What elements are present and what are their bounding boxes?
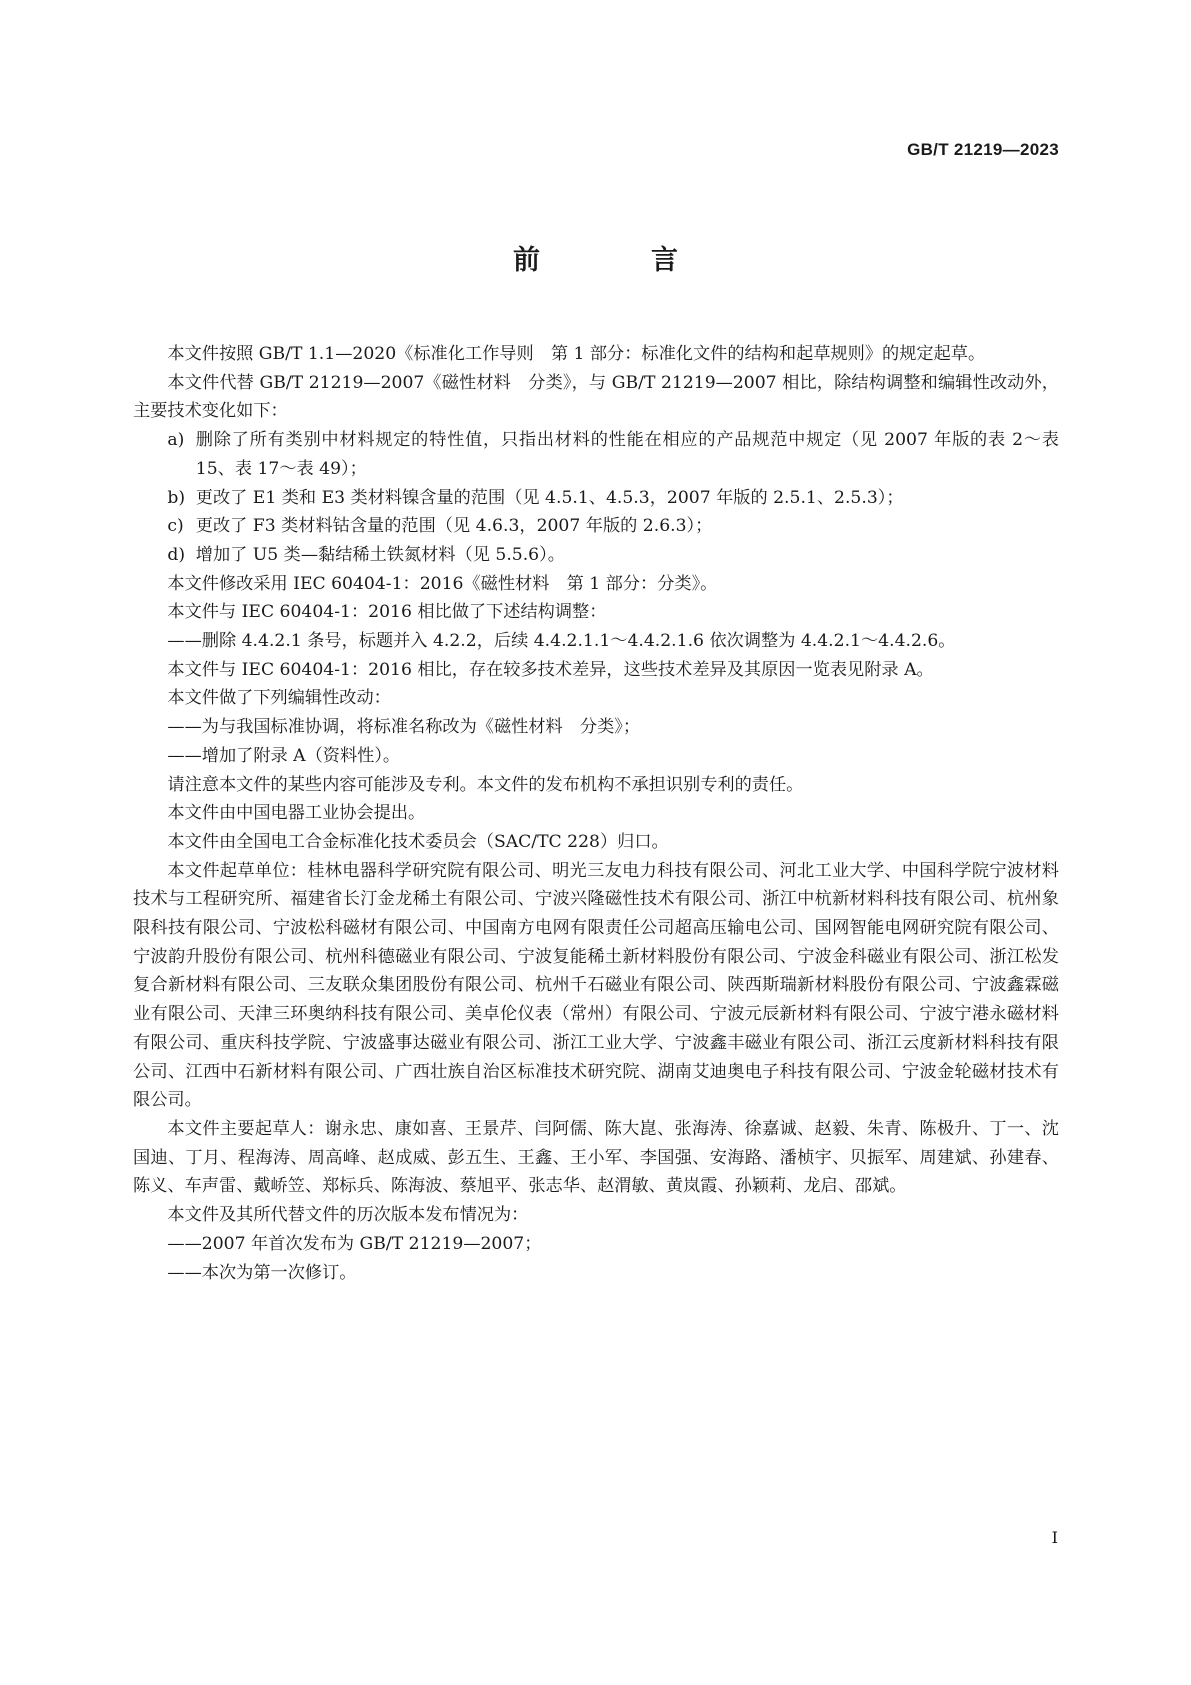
list-item-change-b <box>133 484 1059 513</box>
paragraph-committee: 本文件由全国电工合金标准化技术委员会（SAC/TC 228）归口。 <box>167 831 669 852</box>
list-item-change-a <box>133 426 1059 483</box>
list-marker: d) <box>167 544 186 565</box>
paragraph-drafting-rules: 本文件按照 GB/T 1.1—2020《标准化工作导则 第 1 部分：标准化文件的结构和起草规则》的规定起草。 <box>167 344 986 364</box>
paragraph-structure-adjustment: 本文件与 IEC 60404-1：2016 相比做了下述结构调整： <box>167 602 607 623</box>
list-marker: a) <box>167 430 185 451</box>
list-marker: c) <box>167 516 184 537</box>
list-item-text: 删除了所有类别中材料规定的特性值，只指出材料的性能在相应的产品规范中规定（见 2007 年版的表 2～表 15、表 17～表 49）； <box>195 430 1059 479</box>
list-item-change-c <box>133 512 1059 541</box>
list-item-change-d <box>133 541 1059 570</box>
dash-item-annex: ——增加了附录 A（资料性）。 <box>167 745 401 766</box>
paragraph-modified-adoption: 本文件修改采用 IEC 60404-1：2016《磁性材料 第 1 部分：分类》。 <box>167 573 718 594</box>
list-item-text: 增加了 U5 类—黏结稀土铁氮材料（见 5.5.6）。 <box>195 544 565 565</box>
page-title: 前 言 <box>513 245 720 276</box>
paragraph-drafting-units: 本文件起草单位：桂林电器科学研究院有限公司、明光三友电力科技有限公司、河北工业大学、中国科学院宁波材料技术与工程研究所、福建省长汀金龙稀土有限公司、宁波兴隆磁性技术有限公司、浙江中杭新材料科技有限公司、杭州象限科技有限公司、宁波松科磁材有限公司、中国南方电网有限责任公司超高压输电公司、国网智能电网研究院有限公司、宁波韵升股份有限公司、杭州科德磁业有限公司、宁波复能稀土新材料股份有限公司、宁波金科磁业有限公司、浙江松发复合新材料有限公司、三友联众集团股份有限公司、杭州千石磁业有限公司、陕西斯瑞新材料股份有限公司、宁波鑫霖磁业有限公司、天津三环奥纳科技有限公司、美卓伦仪表（常州）有限公司、宁波元辰新材料有限公司、宁波宁港永磁材料有限公司、重庆科技学院、宁波盛事达磁业有限公司、浙江工业大学、宁波鑫丰磁业有限公司、浙江云度新材料科技有限公司、江西中石新材料有限公司、广西壮族自治区标准技术研究院、湖南艾迪奥电子科技有限公司、宁波金轮磁材技术有限公司。 <box>133 860 1059 1111</box>
list-marker: b) <box>167 487 186 508</box>
paragraph-editorial-changes: 本文件做了下列编辑性改动： <box>167 688 391 709</box>
paragraph-proposer: 本文件由中国电器工业协会提出。 <box>167 803 426 824</box>
paragraph-patent-notice: 请注意本文件的某些内容可能涉及专利。本文件的发布机构不承担识别专利的责任。 <box>167 774 804 795</box>
list-item-text: 更改了 F3 类材料钴含量的范围（见 4.6.3，2007 年版的 2.6.3）； <box>195 516 713 537</box>
dash-item-structure: ——删除 4.4.2.1 条号，标题并入 4.2.2，后续 4.4.2.1.1～4.4.2.1.6 依次调整为 4.4.2.1～4.4.2.6。 <box>167 631 956 652</box>
page-number: I <box>1051 1528 1058 1547</box>
dash-item-revision: ——本次为第一次修订。 <box>167 1262 357 1283</box>
dash-item-first-release: ——2007 年首次发布为 GB/T 21219—2007； <box>167 1233 542 1254</box>
document-body <box>133 340 1059 1287</box>
document-code: GB/T 21219—2023 <box>907 140 1059 159</box>
paragraph-history: 本文件及其所代替文件的历次版本发布情况为： <box>167 1205 529 1226</box>
paragraph-replacement: 本文件代替 GB/T 21219—2007《磁性材料 分类》，与 GB/T 21219—2007 相比，除结构调整和编辑性改动外，主要技术变化如下： <box>133 372 1059 422</box>
paragraph-technical-differences: 本文件与 IEC 60404-1：2016 相比，存在较多技术差异，这些技术差异及其原因一览表见附录 A。 <box>167 659 934 680</box>
dash-item-rename: ——为与我国标准协调，将标准名称改为《磁性材料 分类》； <box>167 717 641 738</box>
list-item-text: 更改了 E1 类和 E3 类材料镍含量的范围（见 4.5.1、4.5.3，2007 年版的 2.5.1、2.5.3）； <box>195 487 904 508</box>
paragraph-drafters: 本文件主要起草人：谢永忠、康如喜、王景芹、闫阿儒、陈大崑、张海涛、徐嘉诚、赵毅、朱青、陈极升、丁一、沈国迪、丁月、程海涛、周高峰、赵成威、彭五生、王鑫、王小军、李国强、安海路、潘桢宇、贝振军、周建斌、孙建春、陈义、车声雷、戴峤笠、郑标兵、陈海波、蔡旭平、张志华、赵渭敏、黄岚霞、孙颖莉、龙启、邵斌。 <box>133 1118 1059 1197</box>
